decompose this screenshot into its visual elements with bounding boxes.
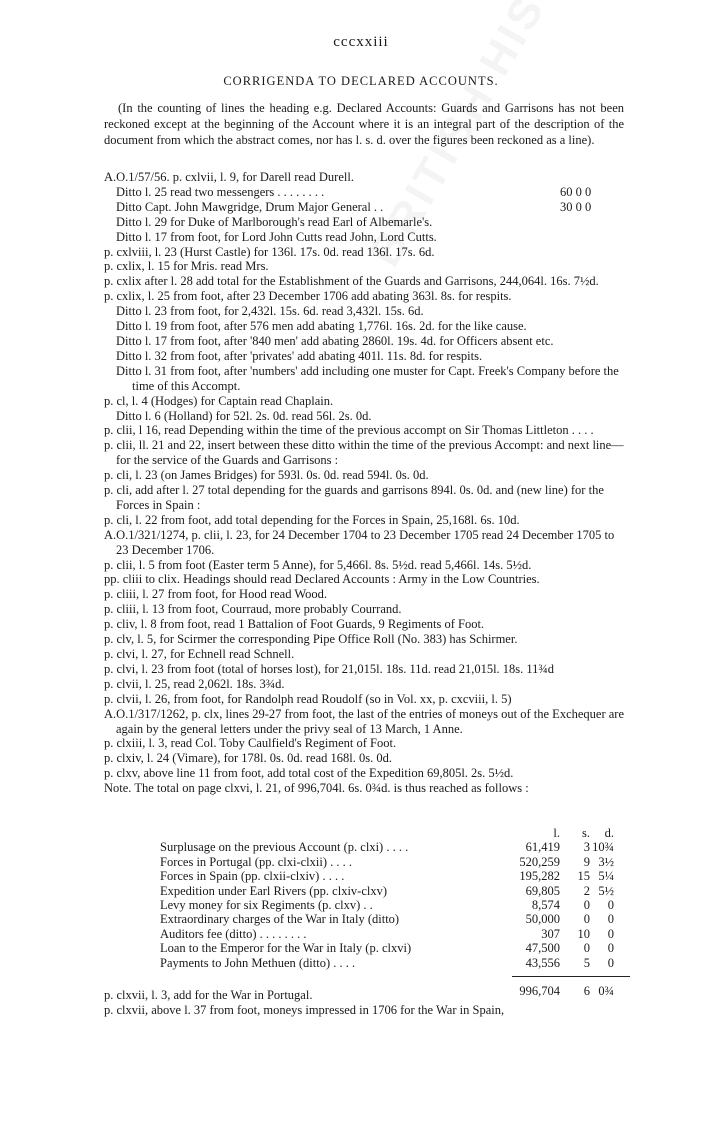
list-item <box>104 647 624 662</box>
entry-text: A.O.1/321/1274, p. clii, l. 23, for 24 December 1704 to 23 December 1705 read 24 December 1705 to 23 December 1706. <box>104 527 615 557</box>
row-label: Loan to the Emperor for the War in Italy (p. clxvi) <box>160 941 412 956</box>
entry-text: Ditto l. 17 from foot, after '840 men' add abating 2860l. 19s. 4d. for Officers absent etc. <box>116 333 554 348</box>
list-item <box>104 751 624 766</box>
row-label: Forces in Spain (pp. clxii-clxiv) . . . . <box>160 869 345 884</box>
continuation-lines <box>104 988 624 1018</box>
list-item <box>104 394 624 409</box>
entry-text: Ditto l. 25 read two messengers . . . . . . . . <box>116 184 325 199</box>
pounds-cell: 50,000 <box>525 912 560 927</box>
entry-amount: 60 0 0 <box>560 184 592 199</box>
table-row <box>160 855 630 869</box>
table-row <box>160 912 630 926</box>
row-label: Auditors fee (ditto) . . . . . . . . <box>160 926 307 941</box>
entry-amount: 30 0 0 <box>560 199 592 214</box>
pounds-cell: 61,419 <box>525 840 560 855</box>
list-item <box>104 274 624 289</box>
list-item <box>104 766 624 781</box>
table-row <box>160 927 630 941</box>
list-item <box>104 409 624 424</box>
entry-text: p. cxlix after l. 28 add total for the Establishment of the Guards and Garrisons, 244,064l. 16s. 7½d. <box>104 274 599 289</box>
list-item <box>104 245 624 260</box>
entry-text: p. clii, l 16, read Depending within the time of the previous accompt on Sir Thomas Littleton . . . . <box>104 423 594 438</box>
entry-text: A.O.1/57/56. p. cxlvii, l. 9, for Darell read Durell. <box>104 170 354 184</box>
total-breakdown-table <box>160 826 630 998</box>
page-title: CORRIGENDA TO DECLARED ACCOUNTS. <box>223 74 499 88</box>
entry-text: Note. The total on page clxvi, l. 21, of 996,704l. 6s. 0¾d. is thus reached as follows : <box>104 781 529 796</box>
entry-text: pp. cliii to clix. Headings should read Declared Accounts : Army in the Low Countries. <box>104 572 540 587</box>
row-label: Surplusage on the previous Account (p. clxi) . . . . <box>160 840 409 855</box>
row-label: Forces in Portugal (pp. clxi-clxii) . . . . <box>160 854 352 869</box>
shillings-cell: 9 <box>583 854 590 869</box>
list-item <box>104 662 624 677</box>
pence-cell: 10¾ <box>592 840 614 855</box>
list-item <box>104 200 624 215</box>
row-label: Payments to John Methuen (ditto) . . . . <box>160 955 356 970</box>
pounds-cell: 520,259 <box>519 854 560 869</box>
pence-cell: 0 <box>607 912 614 927</box>
list-item <box>104 230 624 245</box>
corrigenda-list <box>104 170 624 796</box>
list-item <box>104 602 624 617</box>
entry-text: p. cliii, l. 27 from foot, for Hood read Wood. <box>104 587 328 602</box>
entry-text: p. clvi, l. 27, for Echnell read Schnell. <box>104 647 295 661</box>
entry-text: p. clvi, l. 23 from foot (total of horses lost), for 21,015l. 18s. 11d. read 21,015l. 18s. 11¾d <box>104 661 555 676</box>
pounds-cell: 307 <box>541 926 560 941</box>
shillings-cell: 15 <box>577 869 590 884</box>
list-item <box>104 438 624 468</box>
list-item <box>104 259 624 274</box>
entry-text: p. cli, add after l. 27 total depending for the guards and garrisons 894l. 0s. 0d. and (new line) for the Forces in Spain : <box>104 483 604 512</box>
entry-text: p. cxlix, l. 25 from foot, after 23 December 1706 add abating 363l. 8s. for respits. <box>104 289 512 304</box>
column-header-pounds: l. <box>553 826 560 840</box>
entry-text: Ditto l. 17 from foot, for Lord John Cutts read John, Lord Cutts. <box>116 229 437 244</box>
list-item <box>104 572 624 587</box>
column-header-pence: d. <box>604 826 614 840</box>
pounds-cell: 69,805 <box>525 883 560 898</box>
list-item <box>104 170 624 185</box>
entry-text: Ditto Capt. John Mawgridge, Drum Major General . . <box>116 199 384 214</box>
entry-text: p. clv, l. 5, for Scirmer the corresponding Pipe Office Roll (No. 383) has Schirmer. <box>104 632 518 647</box>
table-header-row <box>160 826 630 840</box>
list-item <box>104 781 624 796</box>
pounds-cell: 195,282 <box>519 869 560 884</box>
table-row <box>160 941 630 955</box>
list-item <box>104 483 624 513</box>
total-rule <box>512 976 630 977</box>
shillings-cell: 10 <box>577 926 590 941</box>
total-pence: 0¾ <box>598 983 614 998</box>
shillings-cell: 0 <box>583 912 590 927</box>
intro-note <box>104 100 624 148</box>
intro-text: (In the counting of lines the heading e.g. Declared Accounts: Guards and Garrisons has not been reckoned except at the beginning of the Account where it is an integral part of the description of the document from which the abstract comes, nor has l. s. d. over the figures been reckoned as a line). <box>104 101 624 147</box>
pounds-cell: 8,574 <box>531 897 560 912</box>
page-number: cccxxiii <box>333 34 389 50</box>
entry-text: Ditto l. 23 from foot, for 2,432l. 15s. 6d. read 3,432l. 15s. 6d. <box>116 304 424 319</box>
pence-cell: 0 <box>607 955 614 970</box>
pence-cell: 0 <box>607 897 614 912</box>
list-item <box>104 677 624 692</box>
row-label: Levy money for six Regiments (p. clxv) . . <box>160 897 373 912</box>
list-item <box>104 304 624 319</box>
entry-text: p. clxv, above line 11 from foot, add total cost of the Expedition 69,805l. 2s. 5½d. <box>104 766 514 781</box>
entry-text: Ditto l. 29 for Duke of Marlborough's read Earl of Albemarle's. <box>116 214 433 229</box>
entry-text: p. clii, l. 5 from foot (Easter term 5 Anne), for 5,466l. 8s. 5½d. read 5,466l. 14s. 5½d. <box>104 557 532 572</box>
entry-text: p. cxlviii, l. 23 (Hurst Castle) for 136l. 17s. 0d. read 136l. 17s. 6d. <box>104 244 435 259</box>
list-item <box>104 319 624 334</box>
row-label: Extraordinary charges of the War in Italy (ditto) <box>160 912 400 927</box>
entry-text: Ditto l. 19 from foot, after 576 men add abating 1,776l. 16s. 2d. for the like cause. <box>116 319 527 334</box>
list-item <box>104 468 624 483</box>
pence-cell: 3½ <box>598 854 614 869</box>
list-item: p. clxvii, above l. 37 from foot, moneys impressed in 1706 for the War in Spain, <box>104 1003 505 1017</box>
pence-cell: 0 <box>607 941 614 956</box>
total-shillings: 6 <box>583 983 590 998</box>
list-item <box>104 587 624 602</box>
list-item <box>104 364 624 394</box>
list-item <box>104 289 624 304</box>
list-item <box>104 632 624 647</box>
pence-cell: 0 <box>607 926 614 941</box>
list-item <box>104 349 624 364</box>
shillings-cell: 0 <box>583 897 590 912</box>
list-item <box>104 736 624 751</box>
list-item <box>104 215 624 230</box>
shillings-cell: 0 <box>583 941 590 956</box>
pounds-cell: 43,556 <box>525 955 560 970</box>
shillings-cell: 5 <box>583 955 590 970</box>
entry-text: p. cl, l. 4 (Hodges) for Captain read Chaplain. <box>104 393 334 408</box>
list-item <box>104 185 624 200</box>
entry-text: p. clxiii, l. 3, read Col. Toby Caulfield's Regiment of Foot. <box>104 736 397 751</box>
table-row <box>160 869 630 883</box>
entry-text: p. cliv, l. 8 from foot, read 1 Battalion of Foot Guards, 9 Regiments of Foot. <box>104 617 485 632</box>
total-pounds: 996,704 <box>519 983 560 998</box>
list-item <box>104 513 624 528</box>
list-item <box>104 528 624 558</box>
column-header-shillings: s. <box>582 826 590 840</box>
entry-text: Ditto l. 32 from foot, after 'privates' add abating 401l. 11s. 8d. for respits. <box>116 348 483 363</box>
table-row <box>160 898 630 912</box>
table-row <box>160 884 630 898</box>
entry-text: p. clvii, l. 25, read 2,062l. 18s. 3¾d. <box>104 676 285 691</box>
list-item <box>104 423 624 438</box>
pence-cell: 5¼ <box>598 869 614 884</box>
entry-text: p. cli, l. 23 (on James Bridges) for 593l. 0s. 0d. read 594l. 0s. 0d. <box>104 468 429 483</box>
row-label: Expedition under Earl Rivers (pp. clxiv-clxv) <box>160 883 388 898</box>
entry-text: p. clxiv, l. 24 (Vimare), for 178l. 0s. 0d. read 168l. 0s. 0d. <box>104 751 392 766</box>
shillings-cell: 2 <box>583 883 590 898</box>
entry-text: Ditto l. 31 from foot, after 'numbers' add including one muster for Capt. Freek's Company before the time of this Accompt. <box>116 363 619 393</box>
entry-text: Ditto l. 6 (Holland) for 52l. 2s. 0d. read 56l. 2s. 0d. <box>116 408 372 423</box>
pounds-cell: 47,500 <box>525 941 560 956</box>
shillings-cell: 3 <box>583 840 590 855</box>
pence-cell: 5½ <box>598 883 614 898</box>
table-row <box>160 840 630 854</box>
list-item <box>104 692 624 707</box>
list-item: p. clxvii, l. 3, add for the War in Portugal. <box>104 988 313 1002</box>
entry-text: A.O.1/317/1262, p. clx, lines 29-27 from foot, the last of the entries of moneys out of the Exchequer are again by the general letters under the privy seal of 13 March, 1 Anne. <box>104 706 625 736</box>
list-item <box>104 617 624 632</box>
entry-text: p. clvii, l. 26, from foot, for Randolph read Roudolf (so in Vol. xx, p. cxcviii, l. 5) <box>104 691 512 706</box>
list-item <box>104 558 624 573</box>
entry-text: p. cli, l. 22 from foot, add total depending for the Forces in Spain, 25,168l. 6s. 10d. <box>104 512 520 527</box>
entry-text: p. cxlix, l. 15 for Mris. read Mrs. <box>104 259 269 274</box>
entry-text: p. cliii, l. 13 from foot, Courraud, more probably Courrand. <box>104 602 402 617</box>
list-item <box>104 707 624 737</box>
table-row <box>160 956 630 970</box>
entry-text: p. clii, ll. 21 and 22, insert between these ditto within the time of the previous Accompt: and next line—for the service of the Guards and Garrisons : <box>104 438 624 468</box>
list-item <box>104 334 624 349</box>
